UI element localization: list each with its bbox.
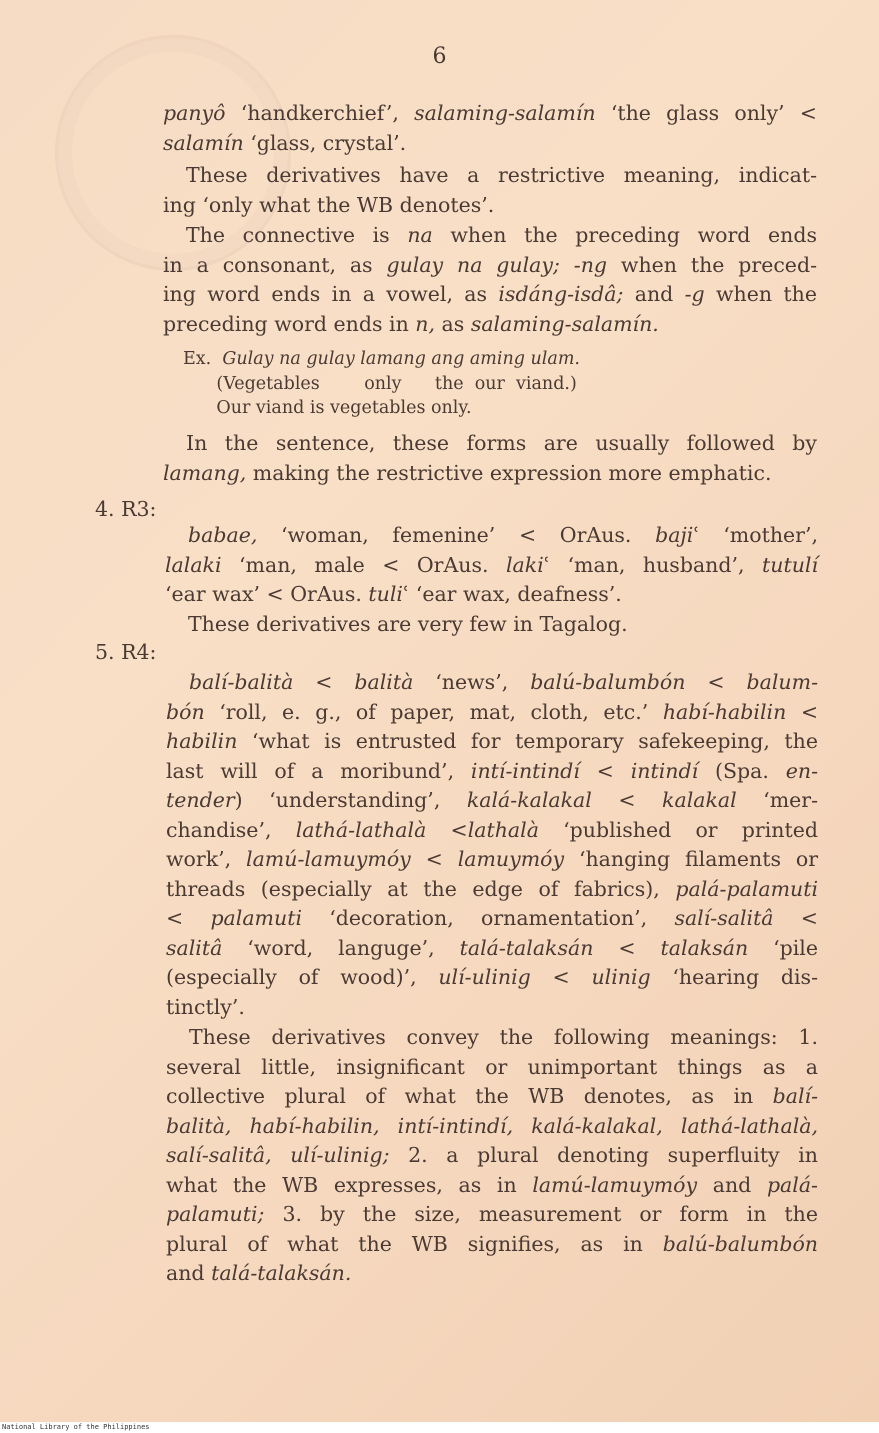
text-line: balí-balità < balità ‘news’, balú-balumbón < balum- <box>189 670 819 694</box>
text-line: tinctly’. <box>166 994 245 1019</box>
text-line: ing ‘only what the WB denotes’. <box>163 192 495 217</box>
r3-examples <box>165 521 818 610</box>
text-line: babae, ‘woman, femenine’ < OrAus. bajiʿ ‘mother’, <box>188 523 818 547</box>
text-line: These derivatives have a restrictive meaning, indicat- <box>186 163 817 187</box>
r4-examples <box>166 668 818 1022</box>
section-label-r4: 5. R4: <box>95 640 157 664</box>
text-line: threads (especially at the edge of fabrics), palá-palamuti <box>166 876 818 901</box>
text-line: several little, insignificant or unimportant things as a <box>166 1054 818 1079</box>
text-line: work’, lamú-lamuymóy < lamuymóy ‘hanging filaments or <box>166 847 818 871</box>
lamang-paragraph <box>163 429 817 488</box>
text-line: ‘ear wax’ < OrAus. tuliʿ ‘ear wax, deafness’. <box>165 582 622 606</box>
page-number: 6 <box>432 44 447 69</box>
intro-paragraph <box>163 99 817 158</box>
text-line: (Vegetables only the our viand.) <box>183 373 577 394</box>
r4-meanings-paragraph <box>166 1023 818 1289</box>
text-line: lalaki ‘man, male < OrAus. lakiʿ ‘man, husband’, tutulí <box>165 552 819 577</box>
example-sentence <box>183 347 580 421</box>
text-line: tender) ‘understanding’, kalá-kalakal < kalakal ‘mer- <box>166 788 818 812</box>
text-line: These derivatives convey the following meanings: 1. <box>189 1025 818 1049</box>
footer-credit: National Library of the Philippines <box>0 1422 879 1433</box>
connective-paragraph <box>163 221 817 339</box>
text-line: chandise’, lathá-lathalà <lathalà ‘published or printed <box>166 817 818 842</box>
text-line: Ex. Gulay na gulay lamang ang aming ulam. <box>183 349 580 369</box>
text-line: in a consonant, as gulay na gulay; -ng when the preced- <box>163 252 817 277</box>
text-line: last will of a moribund’, intí-intindí < intindí (Spa. en- <box>166 758 818 783</box>
text-line: ing word ends in a vowel, as isdáng-isdâ; and -g when the <box>163 282 817 306</box>
text-line: salí-salitâ, ulí-ulinig; 2. a plural denoting superfluity in <box>166 1143 818 1167</box>
text-line: panyô ‘handkerchief’, salaming-salamín ‘the glass only’ < <box>163 101 817 125</box>
r3-note <box>165 610 818 640</box>
text-line: In the sentence, these forms are usually followed by <box>186 431 817 455</box>
text-line: salamín ‘glass, crystal’. <box>163 130 407 155</box>
r3-note-text: These derivatives are very few in Tagalog. <box>188 612 628 636</box>
text-line: what the WB expresses, as in lamú-lamuymóy and palá- <box>166 1172 818 1197</box>
text-line: and talá-talaksán. <box>166 1261 352 1285</box>
text-line: collective plural of what the WB denotes, as in balí- <box>166 1084 818 1108</box>
text-line: balità, habí-habilin, intí-intindí, kalá-kalakal, lathá-lathalà, <box>166 1113 818 1138</box>
text-line: lamang, making the restrictive expression more emphatic. <box>163 460 772 485</box>
text-line: (especially of wood)’, ulí-ulinig < ulinig ‘hearing dis- <box>166 965 818 989</box>
section-label-r3: 4. R3: <box>95 497 157 521</box>
text-line: < palamuti ‘decoration, ornamentation’, salí-salitâ < <box>166 906 818 930</box>
restrictive-meaning-paragraph <box>163 161 817 220</box>
text-line: bón ‘roll, e. g., of paper, mat, cloth, etc.’ habí-habilin < <box>166 699 818 724</box>
text-line: The connective is na when the preceding word ends <box>186 223 817 247</box>
text-line: palamuti; 3. by the size, measurement or form in the <box>166 1202 818 1226</box>
text-line: Our viand is vegetables only. <box>183 398 472 418</box>
text-line: salitâ ‘word, languge’, talá-talaksán < talaksán ‘pile <box>166 935 818 960</box>
text-line: preceding word ends in n, as salaming-salamín. <box>163 311 659 336</box>
text-line: plural of what the WB signifies, as in balú-balumbón <box>166 1231 818 1256</box>
text-line: habilin ‘what is entrusted for temporary safekeeping, the <box>166 729 818 753</box>
